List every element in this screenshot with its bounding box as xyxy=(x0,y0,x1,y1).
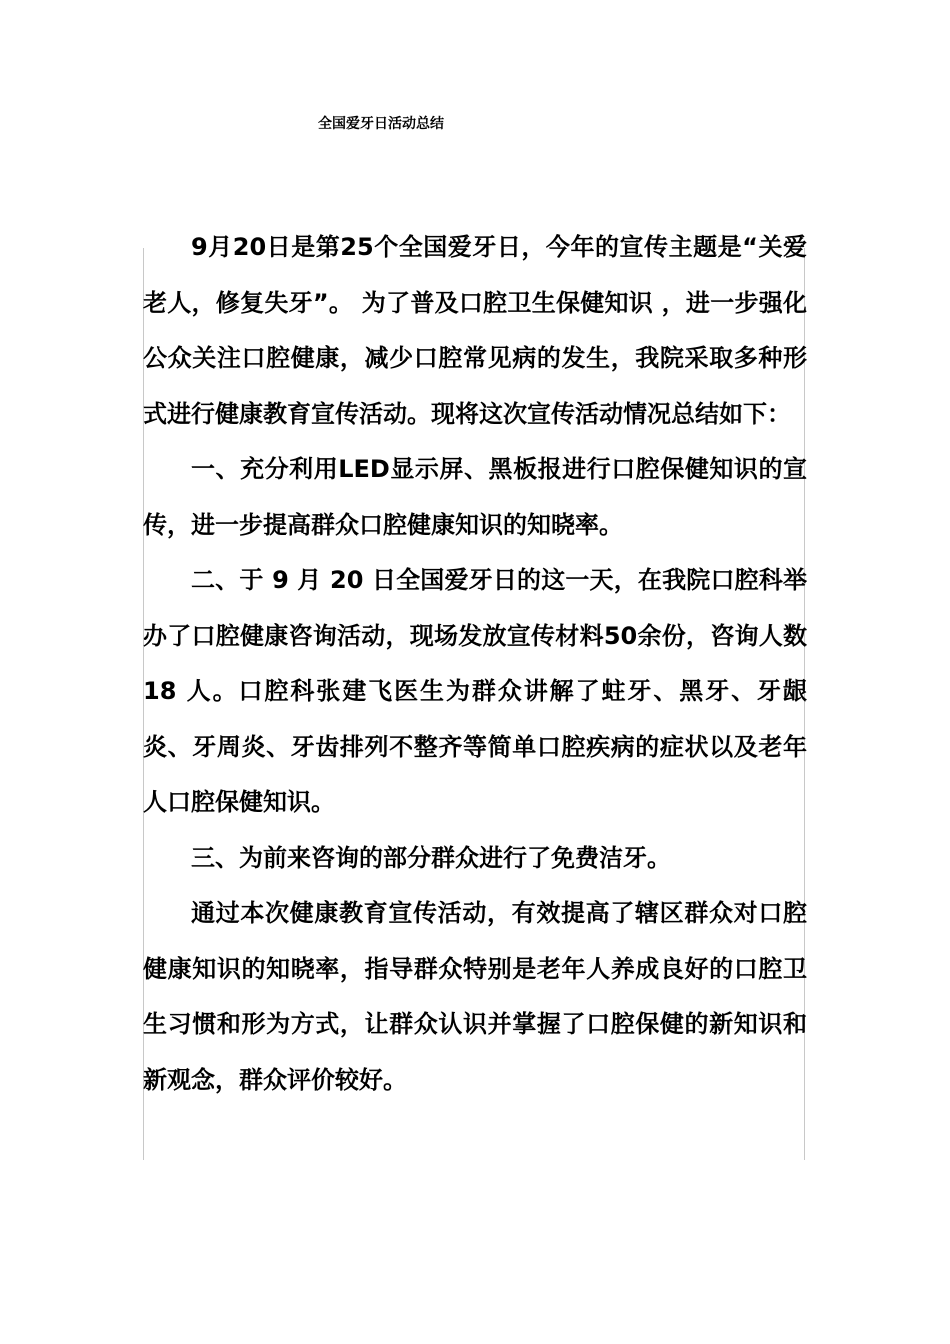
paragraph-intro: 9月20日是第25个全国爱牙日，今年的宣传主题是“关爱老人，修复失牙”。 为了普及口腔卫生保健知识 ，进一步强化公众关注口腔健康，减少口腔常见病的发生，我院采取多种形式进行健康教育宣传活动。现将这次宣传活动情况总结如下： xyxy=(143,233,807,428)
paragraph-conclusion: 通过本次健康教育宣传活动，有效提高了辖区群众对口腔健康知识的知晓率，指导群众特别是老年人养成良好的口腔卫生习惯和形为方式，让群众认识并掌握了口腔保健的新知识和新观念，群众评价较好。 xyxy=(143,899,807,1094)
document-title: 全国爱牙日活动总结 xyxy=(318,116,444,132)
document-body xyxy=(143,220,807,1108)
paragraph-item-3: 三、为前来咨询的部分群众进行了免费洁牙。 xyxy=(191,843,671,872)
paragraph-item-1: 一、充分利用LED显示屏、黑板报进行口腔保健知识的宣传，进一步提高群众口腔健康知识的知晓率。 xyxy=(143,455,807,539)
paragraph-item-2: 二、于 9 月 20 日全国爱牙日的这一天，在我院口腔科举办了口腔健康咨询活动，现场发放宣传材料50余份，咨询人数18 人。口腔科张建飞医生为群众讲解了蛀牙、黑牙、牙龈炎、牙周炎、牙齿排列不整齐等简单口腔疾病的症状以及老年人口腔保健知识。 xyxy=(143,566,807,816)
